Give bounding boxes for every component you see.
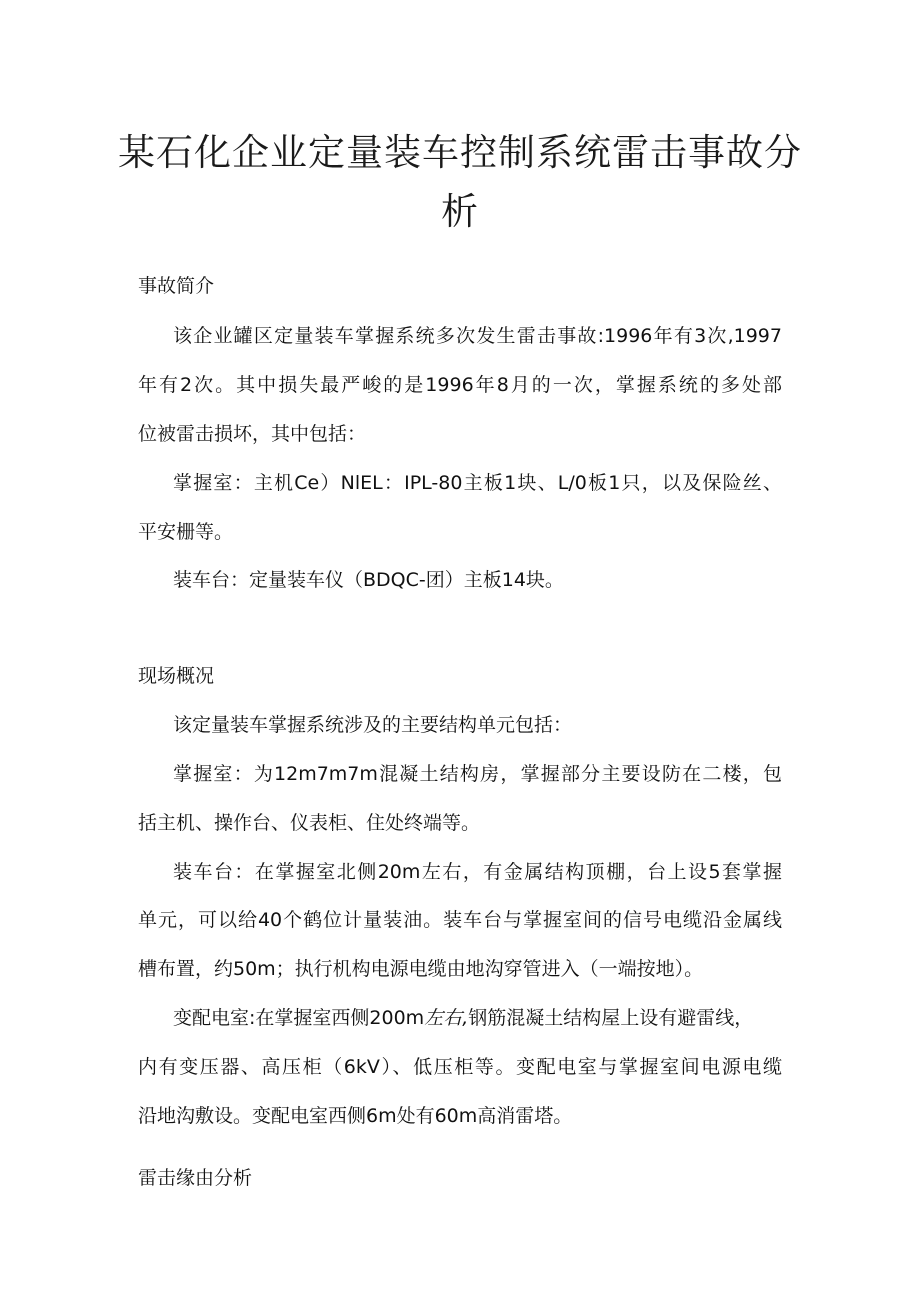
document-title-line-2: 析 — [441, 190, 479, 233]
paragraph-line: 掌握室：为12m7m7m混凝土结构房，掌握部分主要设防在二楼，包 — [173, 763, 782, 785]
paragraph-line: 位被雷击损坏，其中包括： — [138, 423, 367, 445]
text-run: 钢筋混凝土结构屋上设有避雷线， — [468, 1007, 754, 1029]
paragraph-line — [173, 1005, 753, 1031]
italic-text-run: 左右, — [424, 1007, 469, 1029]
paragraph-line: 装车台：定量装车仪（BDQC-团）主板14块。 — [173, 569, 564, 591]
section-heading-intro: 事故简介 — [138, 275, 215, 297]
paragraph-line: 单元，可以给40个鹤位计量装油。装车台与掌握室间的信号电缆沿金属线 — [138, 909, 782, 931]
paragraph-line: 平安栅等。 — [138, 521, 234, 543]
paragraph-line: 掌握室：主机Ce）NlEL：IPL-80主板1块、L/0板1只，以及保险丝、 — [173, 472, 782, 494]
section-heading-site: 现场概况 — [138, 665, 215, 687]
paragraph-line: 沿地沟敷设。变配电室西侧6m处有60m高消雷塔。 — [138, 1105, 573, 1127]
paragraph-line: 槽布置，约50m；执行机构电源电缆由地沟穿管进入（一端按地）。 — [138, 958, 704, 980]
paragraph-line: 该企业罐区定量装车掌握系统多次发生雷击事故:1996年有3次,1997 — [173, 325, 782, 347]
paragraph-line: 该定量装车掌握系统涉及的主要结构单元包括： — [173, 714, 573, 736]
section-heading-cause: 雷击缘由分析 — [138, 1167, 253, 1189]
paragraph-line: 年有2次。其中损失最严峻的是1996年8月的一次，掌握系统的多处部 — [138, 374, 782, 396]
document-title-line-1: 某石化企业定量装车控制系统雷击事故分 — [118, 131, 802, 174]
paragraph-line: 内有变压器、高压柜（6kV）、低压柜等。变配电室与掌握室间电源电缆 — [138, 1056, 782, 1078]
text-run: 变配电室:在掌握室西侧200m — [173, 1007, 425, 1029]
paragraph-line: 装车台：在掌握室北侧20m左右，有金属结构顶棚，台上设5套掌握 — [173, 861, 782, 883]
paragraph-line: 括主机、操作台、仪表柜、住处终端等。 — [138, 812, 481, 834]
